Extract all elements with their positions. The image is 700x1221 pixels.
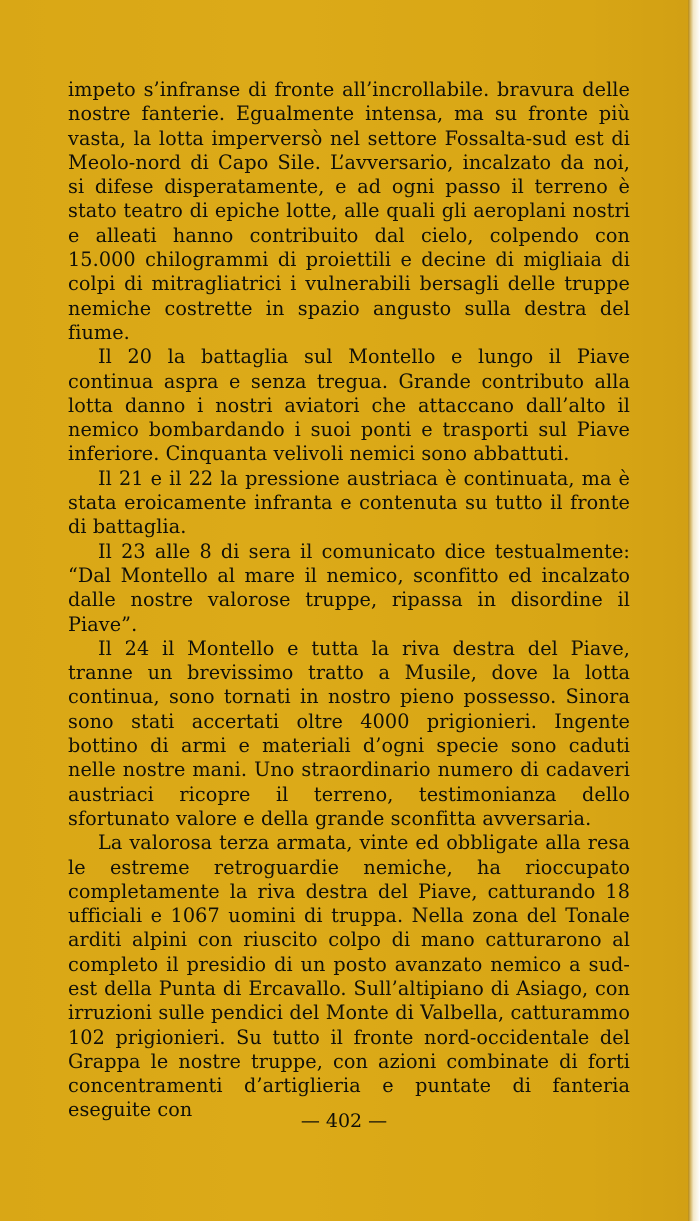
paragraph-june-21-22: Il 21 e il 22 la pressione austriaca è continuata, ma è stata eroicamente infranta e contenuta su tutto il fronte di battaglia. [68, 466, 630, 539]
body-text [68, 78, 630, 1123]
paragraph-june-23: Il 23 alle 8 di sera il comunicato dice testualmente: “Dal Montello al mare il nemico, sconfitto ed incalzato dalle nostre valorose truppe, ripassa in disordine il Piave”. [68, 539, 630, 636]
paragraph-june-24: Il 24 il Montello e tutta la riva destra del Piave, tranne un brevissimo tratto a Musile, dove la lotta continua, sono tornati in nostro pieno possesso. Sinora sono stati accertati oltre 4000 prigionieri. Ingente bottino di armi e materiali d’ogni specie sono caduti nelle nostre mani. Uno straordinario numero di cadaveri austriaci ricopre il terreno, testimonianza dello sfortunato valore e della grande sconfitta avversaria. [68, 636, 630, 830]
paragraph-third-army: La valorosa terza armata, vinte ed obbligate alla resa le estreme retroguardie nemiche, ha rioccupato completamente la riva destra del Piave, catturando 18 ufficiali e 1067 uomini di truppa. Nella zona del Tonale arditi alpini con riuscito colpo di mano catturarono al completo il presidio di un posto avanzato nemico a sud-est della Punta di Ercavallo. Sull’altipiano di Asiago, con irruzioni sulle pendici del Monte di Valbella, catturammo 102 prigionieri. Su tutto il fronte nord-occidentale del Grappa le nostre truppe, con azioni combinate di forti concentramenti d’artiglieria e puntate di fanteria eseguite con [68, 831, 630, 1122]
paragraph-continuation: impeto s’infranse di fronte all’incrollabile. bravura delle nostre fanterie. Egualmente intensa, ma su fronte più vasta, la lotta imperversò nel settore Fossalta-sud est di Meolo-nord di Capo Sile. L’avversario, incalzato da noi, si difese disperatamente, e ad ogni passo il terreno è stato teatro di epiche lotte, alle quali gli aeroplani nostri e alleati hanno contribuito dal cielo, colpendo con 15.000 chilogrammi di proiettili e decine di migliaia di colpi di mitragliatrici i vulnerabili bersagli delle truppe nemiche costrette in spazio angusto sulla destra del fiume. [68, 78, 630, 344]
page-number: — 402 — [300, 1110, 388, 1132]
paragraph-june-20: Il 20 la battaglia sul Montello e lungo il Piave continua aspra e senza tregua. Grande contributo alla lotta danno i nostri aviatori che attaccano dall’alto il nemico bombardando i suoi ponti e trasporti sul Piave inferiore. Cinquanta velivoli nemici sono abbattuti. [68, 345, 630, 466]
page-edge [688, 0, 700, 1221]
